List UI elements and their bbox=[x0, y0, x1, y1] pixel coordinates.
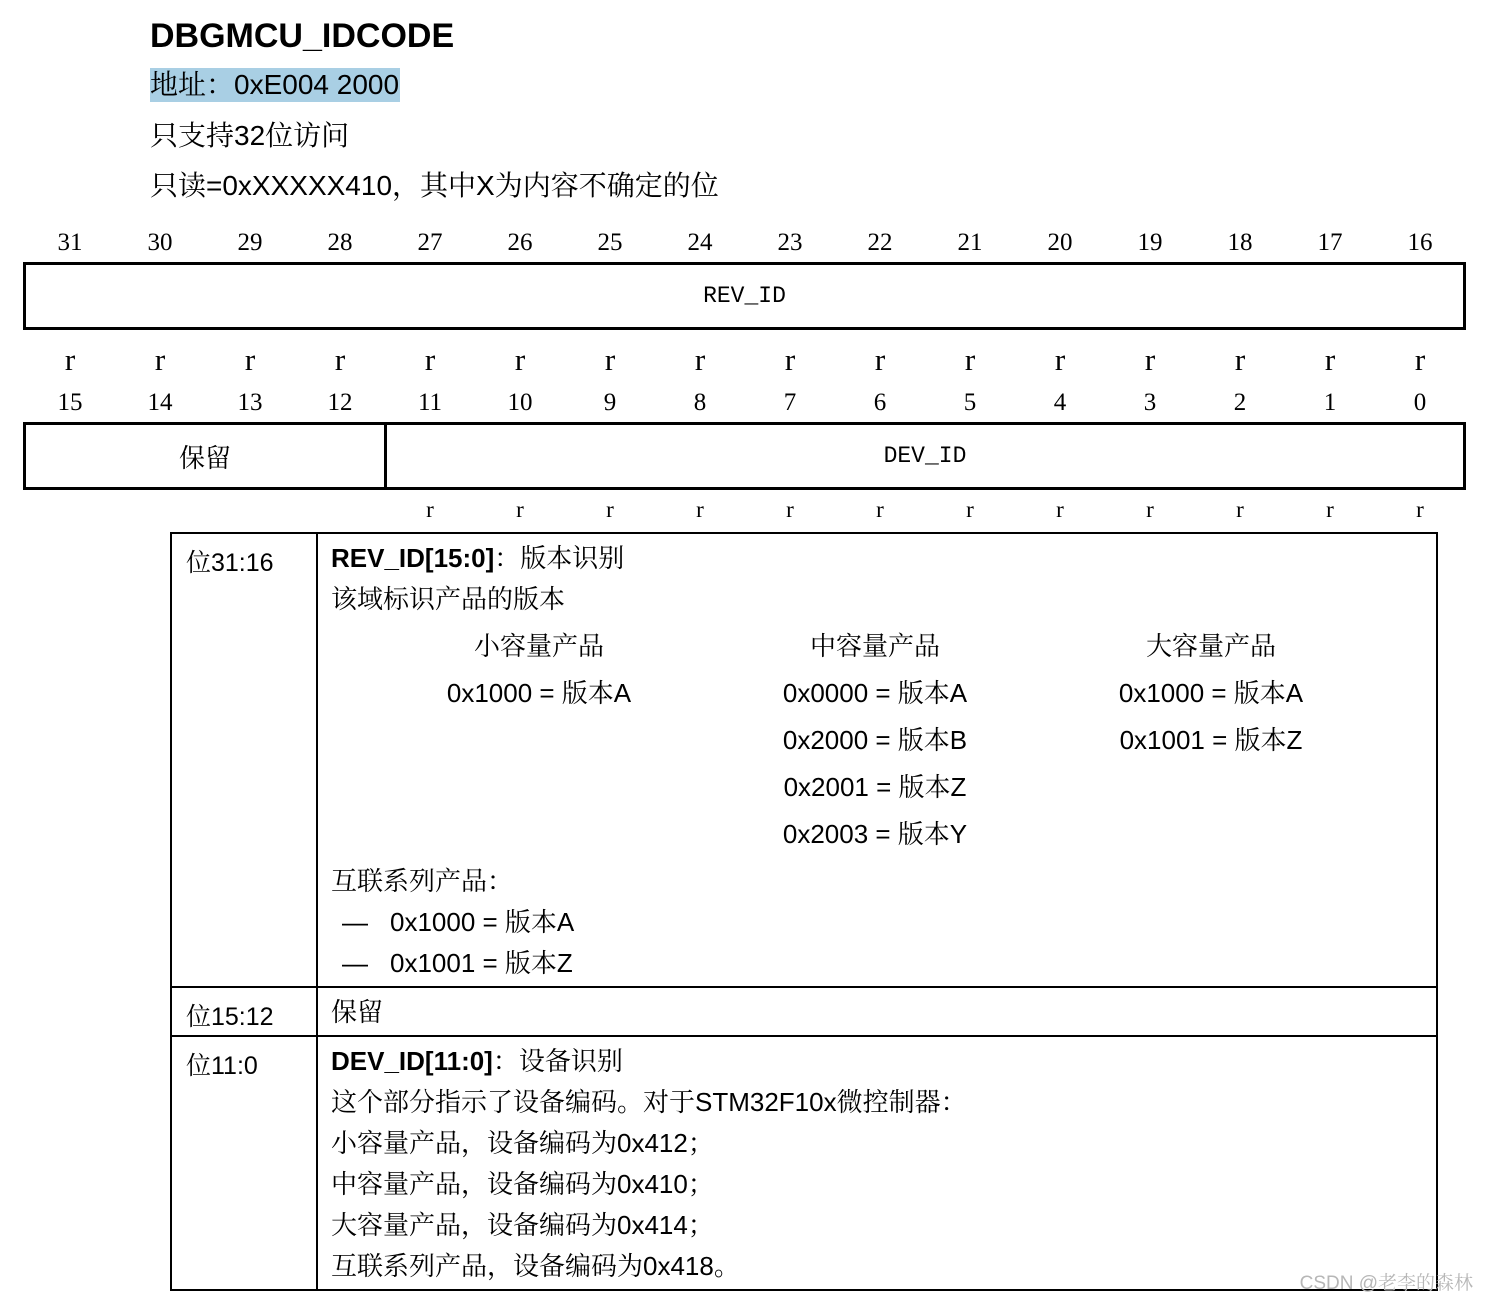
access-type: r bbox=[1326, 497, 1334, 522]
access-type: r bbox=[64, 342, 76, 377]
rev-id-heading bbox=[331, 542, 624, 574]
bit-number: 7 bbox=[783, 389, 797, 416]
dev-id-description bbox=[317, 1036, 1437, 1290]
access-type: r bbox=[1416, 497, 1424, 522]
bit-number: 2 bbox=[1233, 389, 1247, 416]
bit-number: 13 bbox=[237, 389, 263, 416]
access-type: r bbox=[786, 497, 794, 522]
bit-number: 23 bbox=[777, 229, 803, 256]
access-type: r bbox=[1144, 342, 1156, 377]
medium-density-header: 中容量产品 bbox=[809, 631, 940, 661]
access-type: r bbox=[964, 342, 976, 377]
register-address: 地址：0xE004 2000 bbox=[150, 69, 400, 100]
dev-id-line: 互联系列产品，设备编码为0x418。 bbox=[331, 1251, 740, 1281]
access-type: r bbox=[424, 342, 436, 377]
list-item: 0x1001 = 版本Z bbox=[390, 948, 573, 978]
dev-id-line: 大容量产品，设备编码为0x414； bbox=[331, 1210, 714, 1240]
access-note: 只支持32位访问 bbox=[150, 120, 350, 151]
bit-description-table bbox=[170, 532, 1438, 1291]
dev-id-bits: 位11:0 bbox=[171, 1036, 317, 1290]
access-type: r bbox=[1236, 497, 1244, 522]
access-type: r bbox=[606, 497, 614, 522]
bit-number: 29 bbox=[237, 229, 263, 256]
access-type: r bbox=[966, 497, 974, 522]
access-type: r bbox=[696, 497, 704, 522]
rev-id-bits: 位31:16 bbox=[171, 533, 317, 987]
rev-id-description bbox=[317, 533, 1437, 987]
rev-id-intro: 该域标识产品的版本 bbox=[331, 584, 566, 614]
bit-number: 20 bbox=[1047, 229, 1073, 256]
high-density-header: 大容量产品 bbox=[1145, 631, 1276, 661]
list-dash: — bbox=[342, 948, 368, 978]
bit-number: 30 bbox=[147, 229, 173, 256]
bit-number: 0 bbox=[1413, 389, 1427, 416]
access-type: r bbox=[426, 497, 434, 522]
access-type: r bbox=[874, 342, 886, 377]
bit-number: 15 bbox=[57, 389, 83, 416]
bit-number: 24 bbox=[687, 229, 713, 256]
bit-number: 12 bbox=[327, 389, 353, 416]
connectivity-line-title: 互联系列产品： bbox=[331, 866, 514, 896]
bit-number: 3 bbox=[1143, 389, 1157, 416]
dev-id-line: 中容量产品，设备编码为0x410； bbox=[331, 1169, 714, 1199]
bit-number: 5 bbox=[963, 389, 977, 416]
rev-id-name: REV_ID[15:0] bbox=[331, 543, 495, 573]
access-type: r bbox=[1324, 342, 1336, 377]
bit-number: 26 bbox=[507, 229, 533, 256]
access-type: r bbox=[154, 342, 166, 377]
access-type: r bbox=[1234, 342, 1246, 377]
high-density-value: 0x1000 = 版本A bbox=[1118, 678, 1304, 708]
high-density-value: 0x1001 = 版本Z bbox=[1119, 725, 1303, 755]
access-type: r bbox=[784, 342, 796, 377]
reserved-text: 保留 bbox=[331, 997, 384, 1027]
table-row bbox=[171, 1036, 1437, 1290]
access-type: r bbox=[694, 342, 706, 377]
medium-density-value: 0x2000 = 版本B bbox=[782, 725, 968, 755]
low-density-header: 小容量产品 bbox=[473, 631, 604, 661]
access-type: r bbox=[516, 497, 524, 522]
reserved-bits: 位15:12 bbox=[171, 987, 317, 1036]
register-title: DBGMCU_IDCODE bbox=[150, 17, 455, 55]
bit-number: 14 bbox=[147, 389, 173, 416]
bit-number: 27 bbox=[417, 229, 443, 256]
bit-number: 22 bbox=[867, 229, 893, 256]
access-type: r bbox=[334, 342, 346, 377]
reserved-field: 保留 bbox=[26, 425, 387, 487]
bit-number: 4 bbox=[1053, 389, 1067, 416]
bit-number: 28 bbox=[327, 229, 353, 256]
medium-density-value: 0x0000 = 版本A bbox=[782, 678, 968, 708]
access-type: r bbox=[1054, 342, 1066, 377]
medium-density-value: 0x2001 = 版本Z bbox=[783, 772, 967, 802]
bit-number: 17 bbox=[1317, 229, 1343, 256]
access-type: r bbox=[1056, 497, 1064, 522]
rev-id-desc: ：版本识别 bbox=[494, 543, 625, 573]
lower-register-box bbox=[23, 422, 1466, 490]
list-item: 0x1000 = 版本A bbox=[390, 907, 575, 937]
bit-number: 6 bbox=[873, 389, 887, 416]
access-type: r bbox=[604, 342, 616, 377]
bit-number: 18 bbox=[1227, 229, 1253, 256]
bit-number: 31 bbox=[57, 229, 83, 256]
bit-number: 1 bbox=[1323, 389, 1337, 416]
reserved-description bbox=[317, 987, 1437, 1036]
access-type: r bbox=[1146, 497, 1154, 522]
bit-number: 8 bbox=[693, 389, 707, 416]
bit-number: 21 bbox=[957, 229, 983, 256]
reset-value-note: 只读=0xXXXXX410，其中X为内容不确定的位 bbox=[150, 170, 719, 201]
bit-number: 10 bbox=[507, 389, 533, 416]
upper-register-box bbox=[23, 262, 1466, 330]
bit-number: 25 bbox=[597, 229, 623, 256]
dev-id-desc: ：设备识别 bbox=[492, 1046, 623, 1076]
dev-id-name: DEV_ID[11:0] bbox=[331, 1046, 493, 1076]
rev-id-field: REV_ID bbox=[703, 283, 786, 309]
dev-id-line: 这个部分指示了设备编码。对于STM32F10x微控制器： bbox=[331, 1087, 967, 1117]
bit-number: 11 bbox=[417, 389, 443, 416]
bit-number: 9 bbox=[603, 389, 617, 416]
table-row bbox=[171, 987, 1437, 1036]
watermark: CSDN @老李的森林 bbox=[1299, 1273, 1473, 1294]
access-type: r bbox=[244, 342, 256, 377]
access-type: r bbox=[514, 342, 526, 377]
table-row bbox=[171, 533, 1437, 987]
list-dash: — bbox=[342, 907, 368, 937]
low-density-value: 0x1000 = 版本A bbox=[446, 678, 632, 708]
bit-number: 16 bbox=[1407, 229, 1433, 256]
medium-density-value: 0x2003 = 版本Y bbox=[782, 819, 968, 849]
access-type: r bbox=[1414, 342, 1426, 377]
dev-id-line: 小容量产品，设备编码为0x412； bbox=[331, 1128, 714, 1158]
bit-number: 19 bbox=[1137, 229, 1163, 256]
access-type: r bbox=[876, 497, 884, 522]
dev-id-heading bbox=[331, 1045, 623, 1077]
dev-id-field: DEV_ID bbox=[883, 443, 967, 469]
